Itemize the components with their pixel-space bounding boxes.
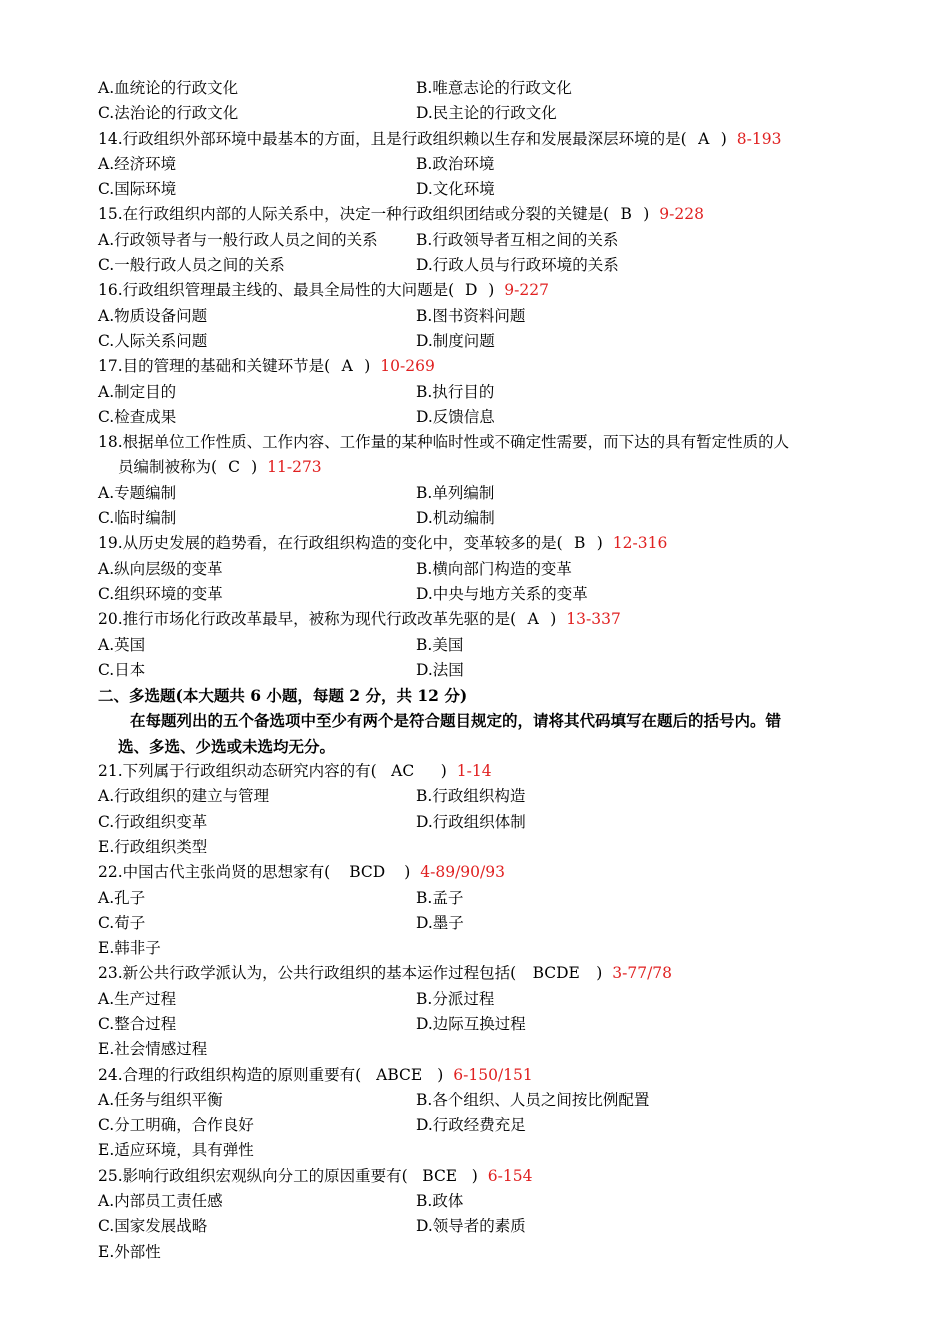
option-c: C.整合过程 bbox=[98, 1014, 177, 1033]
page-ref: 12-316 bbox=[612, 534, 668, 553]
page-ref: 3-77/78 bbox=[612, 964, 673, 983]
question-25 bbox=[98, 1164, 858, 1189]
option-b: B.各个组织、人员之间按比例配置 bbox=[416, 1090, 650, 1109]
question-stem: 19.从历史发展的趋势看，在行政组织构造的变化中，变革较多的是( bbox=[98, 534, 563, 553]
option-row bbox=[98, 582, 858, 607]
option-b: B.政体 bbox=[416, 1192, 464, 1211]
option-row bbox=[98, 557, 858, 582]
option-row bbox=[98, 1189, 858, 1214]
option-b: B.唯意志论的行政文化 bbox=[416, 79, 572, 97]
option-a: A.血统论的行政文化 bbox=[98, 79, 239, 97]
option-d: D.领导者的素质 bbox=[416, 1217, 526, 1236]
page-ref: 9-228 bbox=[659, 205, 704, 224]
option-c: C.日本 bbox=[98, 660, 146, 679]
option-c: C.临时编制 bbox=[98, 509, 177, 528]
close-paren: ) bbox=[404, 863, 411, 882]
question-stem: 16.行政组织管理最主线的、最具全局性的大问题是( bbox=[98, 281, 455, 300]
option-c: C.国家发展战略 bbox=[98, 1217, 208, 1236]
question-24 bbox=[98, 1063, 858, 1088]
option-row bbox=[98, 1113, 858, 1138]
option-row bbox=[98, 177, 858, 202]
answer: BCE bbox=[422, 1166, 458, 1185]
close-paren: ) bbox=[440, 762, 447, 781]
option-a: A.生产过程 bbox=[98, 989, 177, 1008]
page-ref: 6-154 bbox=[487, 1166, 533, 1185]
option-row bbox=[98, 886, 858, 911]
close-paren: ) bbox=[364, 357, 371, 376]
question-stem: 17.目的管理的基础和关键环节是( bbox=[98, 357, 331, 376]
option-row bbox=[98, 1214, 858, 1239]
option-d: D.文化环境 bbox=[416, 180, 495, 199]
question-stem: 20.推行市场化行政改革最早，被称为现代行政改革先驱的是( bbox=[98, 610, 517, 629]
question-stem: 22.中国古代主张尚贤的思想家有( bbox=[98, 863, 331, 882]
answer: A bbox=[698, 129, 710, 148]
option-e: E.韩非子 bbox=[98, 939, 161, 958]
option-row bbox=[98, 1088, 858, 1113]
option-row bbox=[98, 76, 858, 101]
page-ref: 13-337 bbox=[566, 610, 621, 629]
option-row bbox=[98, 1012, 858, 1037]
option-c: C.法治论的行政文化 bbox=[98, 104, 239, 123]
option-d: D.行政人员与行政环境的关系 bbox=[416, 256, 619, 275]
question-stem: 14.行政组织外部环境中最基本的方面，且是行政组织赖以生存和发展最深层环境的是( bbox=[98, 129, 687, 148]
option-c: C.荀子 bbox=[98, 913, 146, 932]
section-instructions-line1: 在每题列出的五个备选项中至少有两个是符合题目规定的，请将其代码填写在题后的括号内。错 bbox=[130, 711, 782, 731]
option-c: C.行政组织变革 bbox=[98, 812, 208, 831]
close-paren: ) bbox=[471, 1166, 478, 1185]
option-row bbox=[98, 304, 858, 329]
option-d: D.机动编制 bbox=[416, 509, 495, 528]
option-a: A.内部员工责任感 bbox=[98, 1192, 223, 1211]
option-row bbox=[98, 784, 858, 809]
close-paren: ) bbox=[550, 610, 557, 629]
question-stem: 18.根据单位工作性质、工作内容、工作量的某种临时性或不确定性需要，而下达的具有暂定性质的人 bbox=[98, 433, 790, 452]
option-row bbox=[98, 152, 858, 177]
question-21 bbox=[98, 759, 858, 784]
page-ref: 8-193 bbox=[736, 129, 782, 148]
option-row bbox=[98, 658, 858, 683]
option-row bbox=[98, 101, 858, 126]
option-row bbox=[98, 911, 858, 936]
option-row bbox=[98, 380, 858, 405]
close-paren: ) bbox=[596, 534, 603, 553]
option-c: C.组织环境的变革 bbox=[98, 584, 223, 603]
option-a: A.行政领导者与一般行政人员之间的关系 bbox=[98, 230, 378, 249]
answer: AC bbox=[391, 762, 415, 781]
question-17 bbox=[98, 354, 858, 379]
question-23 bbox=[98, 961, 858, 986]
question-16 bbox=[98, 278, 858, 303]
option-row bbox=[98, 228, 858, 253]
answer: BCD bbox=[349, 863, 386, 882]
page-ref: 4-89/90/93 bbox=[420, 863, 505, 882]
option-b: B.横向部门构造的变革 bbox=[416, 559, 572, 578]
option-d: D.中央与地方关系的变革 bbox=[416, 584, 588, 603]
page-ref: 11-273 bbox=[267, 458, 322, 477]
option-d: D.墨子 bbox=[416, 913, 464, 932]
answer: C bbox=[228, 458, 240, 477]
option-d: D.行政经费充足 bbox=[416, 1116, 526, 1135]
option-row bbox=[98, 481, 858, 506]
exam-page bbox=[98, 76, 858, 1265]
question-18-line1 bbox=[98, 430, 858, 455]
close-paren: ) bbox=[643, 205, 650, 224]
option-c: C.一般行政人员之间的关系 bbox=[98, 256, 285, 275]
option-c: C.人际关系问题 bbox=[98, 331, 208, 350]
option-a: A.英国 bbox=[98, 635, 146, 654]
option-e: E.外部性 bbox=[98, 1242, 161, 1261]
page-ref: 6-150/151 bbox=[453, 1065, 533, 1084]
option-a: A.物质设备问题 bbox=[98, 306, 208, 325]
close-paren: ) bbox=[437, 1065, 444, 1084]
page-ref: 10-269 bbox=[380, 357, 435, 376]
option-a: A.纵向层级的变革 bbox=[98, 559, 223, 578]
option-b: B.行政领导者互相之间的关系 bbox=[416, 230, 619, 249]
question-stem: 23.新公共行政学派认为，公共行政组织的基本运作过程包括( bbox=[98, 964, 517, 983]
option-d: D.民主论的行政文化 bbox=[416, 104, 557, 123]
question-22 bbox=[98, 860, 858, 885]
answer: B bbox=[574, 534, 586, 553]
close-paren: ) bbox=[596, 964, 603, 983]
section-instructions-line2: 选、多选、少选或未选均无分。 bbox=[118, 736, 336, 756]
answer: D bbox=[464, 281, 478, 300]
option-d: D.边际互换过程 bbox=[416, 1014, 526, 1033]
option-row bbox=[98, 633, 858, 658]
question-19 bbox=[98, 531, 858, 556]
option-d: D.制度问题 bbox=[416, 331, 495, 350]
option-row bbox=[98, 253, 858, 278]
option-b: B.图书资料问题 bbox=[416, 306, 526, 325]
question-stem: 21.下列属于行政组织动态研究内容的有( bbox=[98, 762, 377, 781]
option-row bbox=[98, 506, 858, 531]
option-d: D.行政组织体制 bbox=[416, 812, 526, 831]
answer: B bbox=[620, 205, 632, 224]
option-b: B.单列编制 bbox=[416, 483, 495, 502]
option-b: B.行政组织构造 bbox=[416, 787, 526, 806]
option-b: B.分派过程 bbox=[416, 989, 495, 1008]
option-a: A.经济环境 bbox=[98, 154, 177, 173]
option-d: D.反馈信息 bbox=[416, 407, 495, 426]
close-paren: ) bbox=[488, 281, 495, 300]
option-b: B.美国 bbox=[416, 635, 464, 654]
question-stem: 24.合理的行政组织构造的原则重要有( bbox=[98, 1065, 362, 1084]
option-c: C.检查成果 bbox=[98, 407, 177, 426]
option-c: C.国际环境 bbox=[98, 180, 177, 199]
answer: BCDE bbox=[532, 964, 580, 983]
option-d: D.法国 bbox=[416, 660, 464, 679]
question-stem-cont: 员编制被称为( bbox=[118, 458, 218, 477]
question-14 bbox=[98, 127, 858, 152]
question-stem: 15.在行政组织内部的人际关系中，决定一种行政组织团结或分裂的关键是( bbox=[98, 205, 610, 224]
option-c: C.分工明确，合作良好 bbox=[98, 1116, 254, 1135]
option-e: E.行政组织类型 bbox=[98, 837, 208, 856]
question-stem: 25.影响行政组织宏观纵向分工的原因重要有( bbox=[98, 1166, 408, 1185]
option-a: A.孔子 bbox=[98, 888, 146, 907]
answer: ABCE bbox=[376, 1065, 423, 1084]
page-ref: 9-227 bbox=[504, 281, 549, 300]
option-b: B.执行目的 bbox=[416, 382, 495, 401]
option-row bbox=[98, 810, 858, 835]
option-a: A.制定目的 bbox=[98, 382, 177, 401]
question-18-line2 bbox=[98, 455, 858, 480]
option-a: A.任务与组织平衡 bbox=[98, 1090, 223, 1109]
close-paren: ) bbox=[251, 458, 258, 477]
question-20 bbox=[98, 607, 858, 632]
close-paren: ) bbox=[720, 129, 727, 148]
page-ref: 1-14 bbox=[456, 762, 492, 781]
answer: A bbox=[527, 610, 539, 629]
option-a: A.专题编制 bbox=[98, 483, 177, 502]
option-a: A.行政组织的建立与管理 bbox=[98, 787, 270, 806]
question-15 bbox=[98, 202, 858, 227]
option-e: E.适应环境，具有弹性 bbox=[98, 1141, 254, 1160]
option-row bbox=[98, 405, 858, 430]
option-row bbox=[98, 329, 858, 354]
section-title: 二、多选题(本大题共 6 小题，每题 2 分，共 12 分) bbox=[98, 686, 468, 706]
option-b: B.孟子 bbox=[416, 888, 464, 907]
answer: A bbox=[341, 357, 353, 376]
option-e: E.社会情感过程 bbox=[98, 1040, 208, 1059]
option-b: B.政治环境 bbox=[416, 154, 495, 173]
option-row bbox=[98, 987, 858, 1012]
